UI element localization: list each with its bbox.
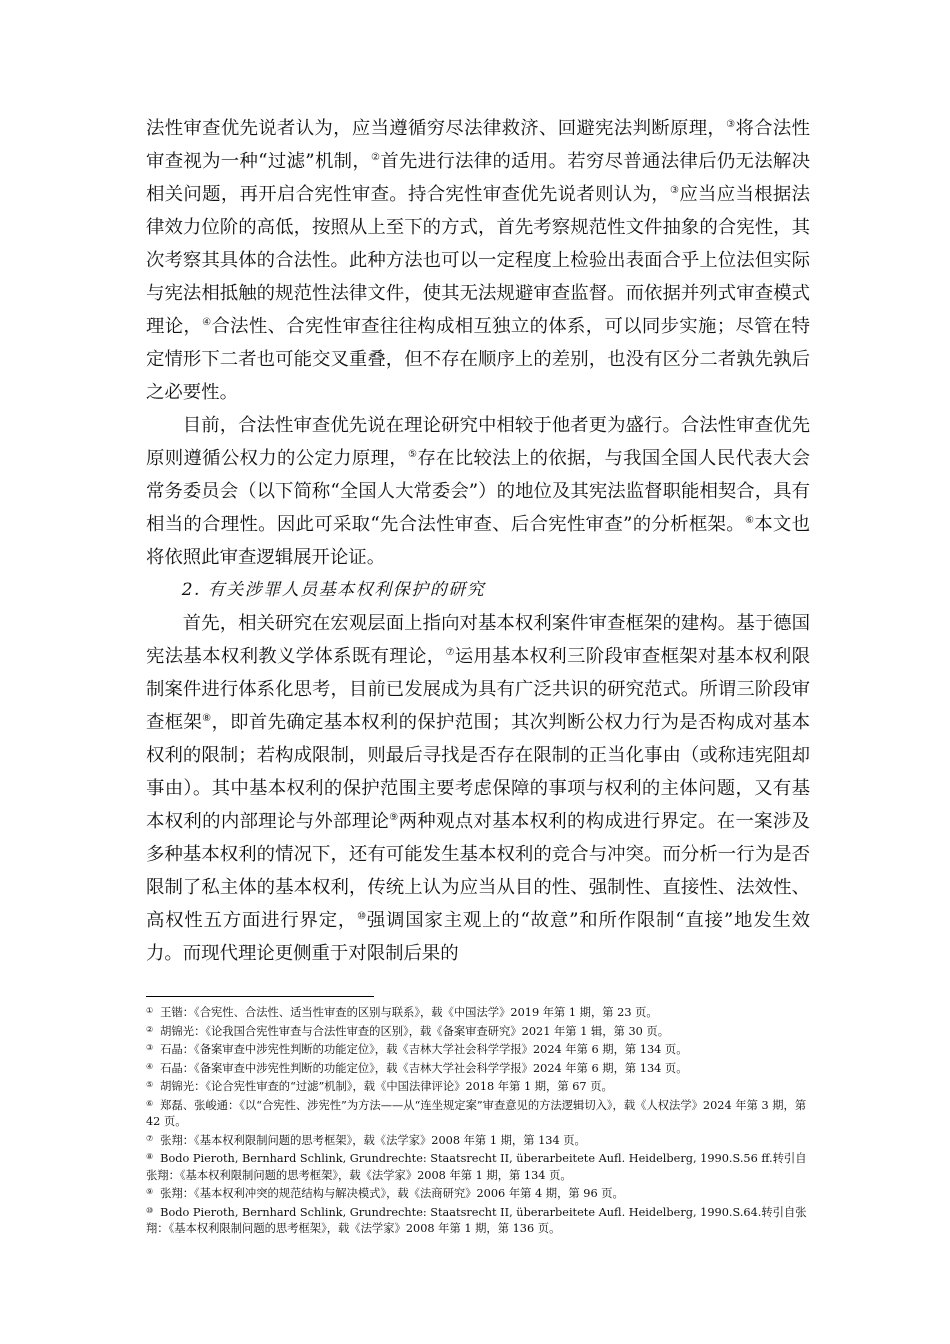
text-run: ，即首先确定基本权利的保护范围；其次判断公权力行为是否构成对基本权利的限制；若构成限制，则最后寻找是否存在限制的正当化事由（或称违宪阻却事由）。其中基本权利的保护范围主要考虑保障的事项与权利的主体问题，又有基本权利的内部理论与外部理论	[146, 712, 810, 832]
footnote-ref[interactable]: ⑩	[357, 911, 367, 922]
footnote	[146, 1003, 814, 1022]
paragraph-3	[146, 607, 810, 970]
footnote-mark: ⑩	[146, 1205, 154, 1215]
footnote-text: 石晶：《备案审查中涉宪性判断的功能定位》，载《吉林大学社会科学学报》2024 年第 6 期，第 134 页。	[160, 1043, 688, 1056]
text-run: 运用基本权利三阶段审查框架对基本权利限制案件进行体系化思考，目前已发展成为具有广泛共识的研究范式。所谓三阶段审查框架	[146, 646, 810, 733]
footnote-mark: ③	[146, 1043, 154, 1052]
footnote	[146, 1149, 814, 1184]
footnote-mark: ⑦	[146, 1133, 154, 1143]
text-run: 目前，合法性审查优先说在理论研究中相较于他者更为盛行。合法性审查优先原则遵循公权力的公定力原理，	[146, 415, 810, 469]
footnote-ref[interactable]: ⑦	[445, 647, 455, 658]
footnote-ref[interactable]: ⑤	[408, 449, 418, 460]
text-run: 首先进行法律的适用。若穷尽普通法律后仍无法解决相关问题，再开启合宪性审查。持合宪性审查优先说者则认为，	[146, 151, 810, 205]
footnote-mark: ①	[146, 1006, 154, 1015]
footnote-text: Bodo Pieroth, Bernhard Schlink, Grundrechte: Staatsrecht II, überarbeitete Aufl. Heidelberg, 1990.S.64.转引自张翔：《基本权利限制问题的思考框架》，载《法学家》2008 年第 1 期，第 136 页。	[146, 1205, 807, 1235]
footnote-ref[interactable]: ④	[202, 317, 212, 328]
footnote-ref[interactable]: ⑥	[744, 515, 755, 526]
footnote-text: 王锴：《合宪性、合法性、适当性审查的区别与联系》，载《中国法学》2019 年第 1 期，第 23 页。	[160, 1006, 658, 1019]
footnote-text: 张翔：《基本权利冲突的规范结构与解决模式》，载《法商研究》2006 年第 4 期，第 96 页。	[160, 1187, 624, 1200]
footnote	[146, 1022, 814, 1041]
footnote-mark: ⑤	[146, 1080, 154, 1089]
footnote-ref[interactable]: ②	[371, 152, 381, 163]
footnote-separator	[146, 996, 374, 997]
footnote-text: 张翔：《基本权利限制问题的思考框架》，载《法学家》2008 年第 1 期，第 134 页。	[160, 1133, 586, 1147]
footnote-mark: ⑨	[146, 1187, 154, 1196]
footnote	[146, 1203, 814, 1238]
footnote-text: 郑磊、张峻通：《以“合宪性、涉宪性”为方法——从“连坐规定案”审查意见的方法逻辑切入》，载《人权法学》2024 年第 3 期，第 42 页。	[146, 1098, 807, 1128]
footnote-text: 胡锦光：《论合宪性审查的“过滤”机制》，载《中国法律评论》2018 年第 1 期，第 67 页。	[160, 1080, 613, 1093]
footnote	[146, 1040, 814, 1059]
text-run: 法性审查优先说者认为，应当遵循穷尽法律救济、回避宪法判断原理，	[146, 118, 727, 139]
text-run: 强调国家主观上的“故意”和所作限制“直接”地发生效力。而现代理论更侧重于对限制后果的	[146, 910, 811, 964]
body-text	[146, 112, 810, 970]
footnote-ref[interactable]: ⑧	[202, 713, 212, 724]
footnote-mark: ⑧	[146, 1152, 154, 1161]
footnote	[146, 1184, 814, 1203]
footnote	[146, 1077, 814, 1096]
text-run: 应当应当根据法律效力位阶的高低，按照从上至下的方式，首先考察规范性文件抽象的合宪性，其次考察其具体的合法性。此种方法也可以一定程度上检验出表面合乎上位法但实际与宪法相抵触的规范性法律文件，使其无法规避审查监督。而依据并列式审查模式理论，	[146, 184, 810, 337]
footnotes	[146, 1003, 814, 1238]
footnote-text: Bodo Pieroth, Bernhard Schlink, Grundrechte: Staatsrecht II, überarbeitete Aufl. Heidelberg, 1990.S.56 ff.转引自张翔：《基本权利限制问题的思考框架》，载《法学家》2008 年第 1 期，第 134 页。	[146, 1152, 807, 1182]
text-run: 本文也将依照此审查逻辑展开论证。	[146, 514, 810, 568]
footnote	[146, 1059, 814, 1078]
footnote-mark: ④	[146, 1061, 154, 1071]
text-run: 存在比较法上的依据，与我国全国人民代表大会常务委员会（以下简称“全国人大常委会”）的地位及其宪法监督职能相契合，具有相当的合理性。因此可采取“先合法性审查、后合宪性审查”的分析框架。	[146, 448, 810, 535]
footnote-ref[interactable]: ⑨	[389, 812, 399, 823]
footnote-ref[interactable]: ③	[670, 185, 680, 196]
paragraph-1	[146, 112, 810, 409]
section-heading: 2. 有关涉罪人员基本权利保护的研究	[181, 580, 486, 600]
footnote-mark: ⑥	[146, 1098, 154, 1108]
text-run: 合法性、合宪性审查往往构成相互独立的体系，可以同步实施；尽管在特定情形下二者也可能交叉重叠，但不存在顺序上的差别，也没有区分二者孰先孰后之必要性。	[146, 316, 810, 403]
paragraph-2	[146, 409, 810, 574]
text-run: 两种观点对基本权利的构成进行界定。在一案涉及多种基本权利的情况下，还有可能发生基本权利的竞合与冲突。而分析一行为是否限制了私主体的基本权利，传统上认为应当从目的性、强制性、直接性、法效性、高权性五方面进行界定，	[146, 811, 810, 931]
text-run: 将合法性审查视为一种“过滤”机制，	[146, 118, 810, 172]
footnote-mark: ②	[146, 1024, 154, 1034]
footnote	[146, 1131, 814, 1150]
footnote-ref[interactable]: ③	[726, 119, 736, 130]
footnote-text: 胡锦光：《论我国合宪性审查与合法性审查的区别》，载《备案审查研究》2021 年第 1 辑，第 30 页。	[160, 1024, 670, 1038]
text-run: 首先，相关研究在宏观层面上指向对基本权利案件审查框架的建构。基于德国宪法基本权利教义学体系既有理论，	[146, 613, 810, 667]
footnote	[146, 1096, 814, 1131]
footnote-text: 石晶：《备案审查中涉宪性判断的功能定位》，载《吉林大学社会科学学报》2024 年第 6 期，第 134 页。	[160, 1061, 688, 1075]
